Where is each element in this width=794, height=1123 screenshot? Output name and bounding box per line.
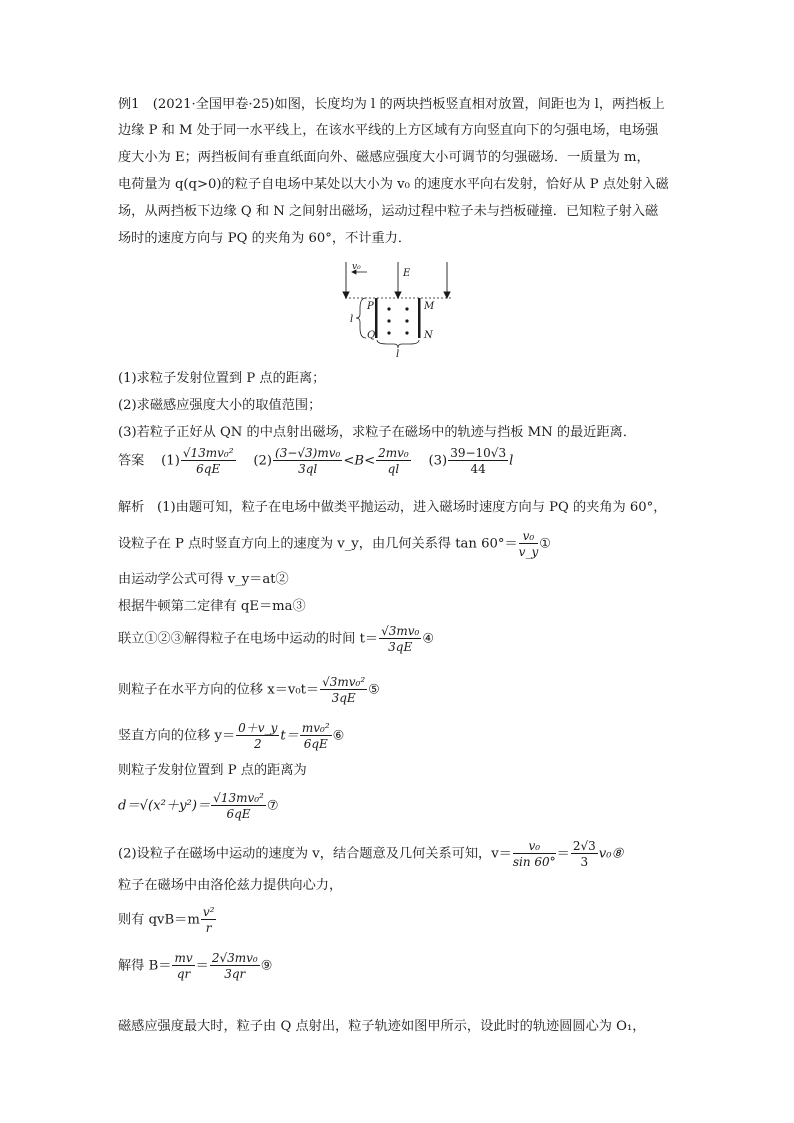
analysis-step-12-num: v² bbox=[202, 905, 215, 919]
label-l-left: l bbox=[350, 314, 354, 325]
label-Q: Q bbox=[367, 330, 376, 341]
analysis-step-7-den-1: 2 bbox=[253, 737, 262, 751]
label-P: P bbox=[367, 301, 374, 312]
analysis-step-13-text: 解得 B＝ bbox=[118, 958, 172, 974]
analysis-step-13-den-1: qr bbox=[176, 967, 191, 981]
analysis-line-2 bbox=[118, 530, 551, 558]
analysis-step-7-mid: t＝ bbox=[280, 728, 299, 744]
label-E: E bbox=[403, 268, 411, 279]
magnetic-field-dots bbox=[387, 307, 408, 334]
analysis-step-9-tag: ⑦ bbox=[266, 798, 279, 814]
analysis-step-9-text: d＝√(x²＋y²)＝ bbox=[118, 798, 211, 814]
analysis-label: 解析 bbox=[118, 500, 145, 515]
problem-line-6: 场时的速度方向与 PQ 的夹角为 60°，不计重力． bbox=[118, 231, 412, 246]
analysis-step-10-text: (2)设粒子在磁场中运动的速度为 v，结合题意及几何关系可知，v＝ bbox=[118, 846, 512, 862]
analysis-step-6-num: √3mv₀² bbox=[322, 675, 366, 689]
answer-2-right-num: 2mv₀ bbox=[378, 446, 409, 460]
analysis-step-6-fraction bbox=[320, 676, 367, 704]
question-1: (1)求粒子发射位置到 P 点的距离； bbox=[118, 371, 326, 386]
analysis-step-5-den: 3qE bbox=[388, 640, 413, 654]
analysis-step-9-fraction bbox=[211, 792, 266, 820]
analysis-line-14: 磁感应强度最大时，粒子由 Q 点射出，粒子轨迹如图甲所示，设此时的轨迹圆圆心为 O₁， bbox=[118, 1019, 646, 1034]
analysis-step-5-num: √3mv₀ bbox=[381, 624, 420, 638]
analysis-step-7-text: 竖直方向的位移 y＝ bbox=[118, 728, 236, 744]
analysis-step-9-den: 6qE bbox=[226, 807, 251, 821]
analysis-step-7-num-2: mv₀² bbox=[301, 721, 330, 735]
analysis-step-10-den-1: sin 60° bbox=[512, 855, 556, 869]
analysis-step-7-fraction-2 bbox=[300, 722, 332, 750]
analysis-step-13-fraction-2 bbox=[210, 952, 260, 980]
analysis-line-6 bbox=[118, 676, 380, 704]
problem-line-2: 边缘 P 和 M 处于同一水平线上，在该水平线的上方区域有方向竖直向下的匀强电场，电场强 bbox=[118, 123, 659, 138]
analysis-line-7 bbox=[118, 722, 344, 750]
answer-2-right-fraction bbox=[376, 447, 411, 475]
label-N: N bbox=[424, 330, 433, 341]
problem-line-1: 例1 (2021·全国甲卷·25)如图，长度均为 l 的两块挡板竖直相对放置，间距也为 l，两挡板上 bbox=[118, 97, 665, 112]
analysis-step-5-text: 联立①②③解得粒子在电场中运动的时间 t＝ bbox=[118, 631, 379, 647]
answer-3-fraction bbox=[448, 447, 508, 475]
bottom-brace bbox=[377, 340, 419, 348]
analysis-step-6-text: 则粒子在水平方向的位移 x＝v₀t＝ bbox=[118, 682, 320, 698]
analysis-line-11: 粒子在磁场中由洛伦兹力提供向心力， bbox=[118, 878, 343, 893]
analysis-step-10-num-1: v₀ bbox=[513, 840, 556, 854]
analysis-step-2-tag: ① bbox=[539, 536, 551, 552]
analysis-step-7-den-2: 6qE bbox=[303, 737, 328, 751]
answer-2-left-fraction bbox=[273, 447, 342, 475]
analysis-line-3: 由运动学公式可得 v_y＝at② bbox=[118, 572, 289, 587]
answer-3-den: 44 bbox=[470, 462, 486, 476]
answer-3-tail: l bbox=[509, 453, 514, 469]
analysis-step-12-text: 则有 qvB＝m bbox=[118, 912, 200, 928]
answer-3-prefix: (3) bbox=[428, 453, 448, 469]
analysis-line-8: 则粒子发射位置到 P 点的距离为 bbox=[118, 763, 307, 778]
problem-line-4: 电荷量为 q(q>0)的粒子自电场中某处以大小为 v₀ 的速度水平向右发射，恰好从 P 点处射入磁 bbox=[118, 177, 669, 192]
analysis-step-10-fraction-2 bbox=[571, 840, 598, 868]
analysis-step-2-num: v₀ bbox=[519, 530, 539, 544]
analysis-step-12-den: r bbox=[205, 921, 212, 935]
analysis-step-10-tail: v₀⑧ bbox=[598, 846, 624, 862]
analysis-step-2-text: 设粒子在 P 点时竖直方向上的速度为 v_y，由几何关系得 tan 60°＝ bbox=[118, 536, 518, 552]
answer-1-num: √13mv₀² bbox=[182, 446, 234, 460]
question-2: (2)求磁感应强度大小的取值范围； bbox=[118, 398, 322, 413]
analysis-step-13-fraction-1 bbox=[172, 952, 194, 980]
analysis-step-13-num-2: 2√3mv₀ bbox=[211, 951, 258, 965]
analysis-line-13 bbox=[118, 952, 272, 980]
analysis-step-10-num-2: 2√3 bbox=[572, 839, 596, 853]
label-M: M bbox=[424, 301, 435, 312]
analysis-step-13-mid: ＝ bbox=[195, 958, 209, 974]
answer-2-mid: <B< bbox=[343, 453, 376, 469]
problem-line-5: 场，从两挡板下边缘 Q 和 N 之间射出磁场，运动过程中粒子未与挡板碰撞．已知粒子射入磁 bbox=[118, 204, 659, 219]
analysis-step-7-num-1: 0＋v_y bbox=[238, 721, 278, 735]
analysis-line-4: 根据牛顿第二定律有 qE＝ma③ bbox=[118, 599, 306, 614]
label-v0: v₀ bbox=[352, 262, 361, 272]
physics-figure bbox=[340, 258, 470, 358]
barrier-MN bbox=[418, 298, 421, 338]
answer-2-left-den: 3ql bbox=[298, 462, 318, 476]
analysis-step-12-fraction bbox=[201, 906, 217, 934]
label-l-bottom: l bbox=[396, 349, 400, 358]
analysis-step-10-fraction-1 bbox=[513, 840, 556, 868]
analysis-step-7-fraction-1 bbox=[236, 722, 279, 750]
analysis-step-2-den: v_y bbox=[518, 545, 539, 559]
analysis-step-7-tag: ⑥ bbox=[332, 728, 345, 744]
analysis-step-2-fraction bbox=[519, 530, 539, 558]
analysis-line-1 bbox=[118, 500, 666, 516]
analysis-line-5 bbox=[118, 625, 434, 653]
analysis-step-10-den-2: 3 bbox=[580, 855, 589, 869]
problem-line-3: 度大小为 E；两挡板间有垂直纸面向外、磁感应强度大小可调节的匀强磁场．一质量为 m， bbox=[118, 150, 650, 165]
analysis-step-6-den: 3qE bbox=[331, 691, 356, 705]
barrier-PQ bbox=[375, 298, 378, 338]
answer-2-left-num: (3−√3)mv₀ bbox=[275, 446, 341, 460]
analysis-step-13-den-2: 3qr bbox=[224, 967, 246, 981]
left-brace bbox=[356, 298, 366, 338]
answer-3-num: 39−10√3 bbox=[450, 446, 507, 460]
answer-1-prefix: (1) bbox=[161, 453, 180, 469]
answer-1-den: 6qE bbox=[196, 462, 221, 476]
answer-line bbox=[118, 447, 513, 475]
analysis-step-5-tag: ④ bbox=[422, 631, 434, 647]
answer-2-prefix: (2) bbox=[253, 453, 273, 469]
analysis-line-9 bbox=[118, 792, 279, 820]
analysis-step-13-num-1: mv bbox=[174, 951, 193, 965]
analysis-step-9-num: √13mv₀² bbox=[213, 791, 264, 805]
analysis-step-6-tag: ⑤ bbox=[368, 682, 380, 698]
answer-1-fraction bbox=[181, 447, 236, 475]
question-3: (3)若粒子正好从 QN 的中点射出磁场，求粒子在磁场中的轨迹与挡板 MN 的最近距离． bbox=[118, 425, 637, 440]
answer-2-right-den: ql bbox=[387, 462, 400, 476]
analysis-line-10 bbox=[118, 840, 623, 868]
analysis-line-12 bbox=[118, 906, 217, 934]
answer-label: 答案 bbox=[118, 453, 145, 469]
analysis-step-1: (1)由题可知，粒子在电场中做类平抛运动，进入磁场时速度方向与 PQ 的夹角为 60°， bbox=[156, 500, 667, 515]
analysis-step-5-fraction bbox=[379, 625, 421, 653]
analysis-step-13-tag: ⑨ bbox=[260, 958, 273, 974]
analysis-step-10-mid: ＝ bbox=[556, 846, 570, 862]
